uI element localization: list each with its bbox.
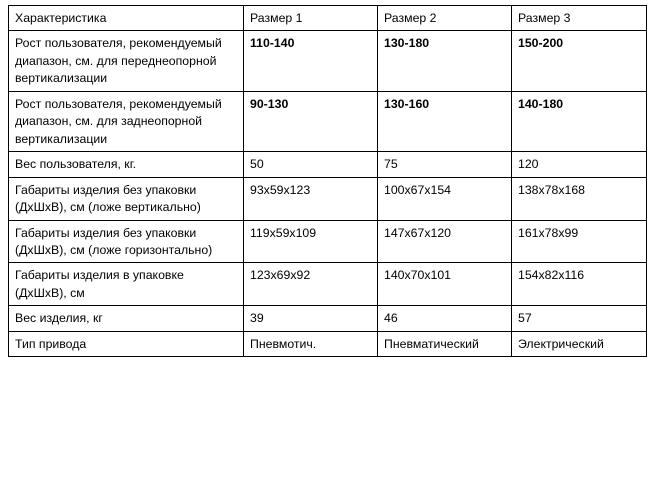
row-value: 119x59x109 [244,220,378,263]
row-value: 140-180 [512,91,647,151]
row-value: 147x67x120 [378,220,512,263]
table-row [9,220,647,263]
table-row [9,91,647,151]
row-label: Рост пользователя, рекомендуемый диапазон, см. для заднеопорной вертикализации [9,91,244,151]
row-label: Габариты изделия в упаковке (ДхШхВ), см [9,263,244,306]
row-value: Пневмотич. [244,331,378,356]
row-label: Вес пользователя, кг. [9,152,244,177]
row-value: 110-140 [244,31,378,91]
table-row [9,152,647,177]
table-row [9,31,647,91]
column-header-size-2: Размер 2 [378,6,512,31]
table-row [9,177,647,220]
row-value: 123x69x92 [244,263,378,306]
row-value: 46 [378,306,512,331]
row-value: 130-180 [378,31,512,91]
row-label: Рост пользователя, рекомендуемый диапазон, см. для переднеопорной вертикализации [9,31,244,91]
table-row [9,331,647,356]
row-label: Тип привода [9,331,244,356]
column-header-characteristic: Характеристика [9,6,244,31]
row-value: 120 [512,152,647,177]
row-value: 90-130 [244,91,378,151]
table-row [9,306,647,331]
row-value: 57 [512,306,647,331]
row-value: 50 [244,152,378,177]
row-value: 130-160 [378,91,512,151]
row-value: 150-200 [512,31,647,91]
row-value: 154x82x116 [512,263,647,306]
column-header-size-1: Размер 1 [244,6,378,31]
table-row [9,263,647,306]
row-value: 93x59x123 [244,177,378,220]
row-label: Габариты изделия без упаковки (ДхШхВ), см (ложе горизонтально) [9,220,244,263]
row-value: Пневматический [378,331,512,356]
specifications-table [8,5,647,357]
row-label: Габариты изделия без упаковки (ДхШхВ), см (ложе вертикально) [9,177,244,220]
row-value: Электрический [512,331,647,356]
document-page [0,5,657,478]
row-value: 75 [378,152,512,177]
column-header-size-3: Размер 3 [512,6,647,31]
row-value: 140x70x101 [378,263,512,306]
row-value: 100x67x154 [378,177,512,220]
row-value: 39 [244,306,378,331]
row-value: 161x78x99 [512,220,647,263]
row-value: 138x78x168 [512,177,647,220]
row-label: Вес изделия, кг [9,306,244,331]
table-header-row [9,6,647,31]
